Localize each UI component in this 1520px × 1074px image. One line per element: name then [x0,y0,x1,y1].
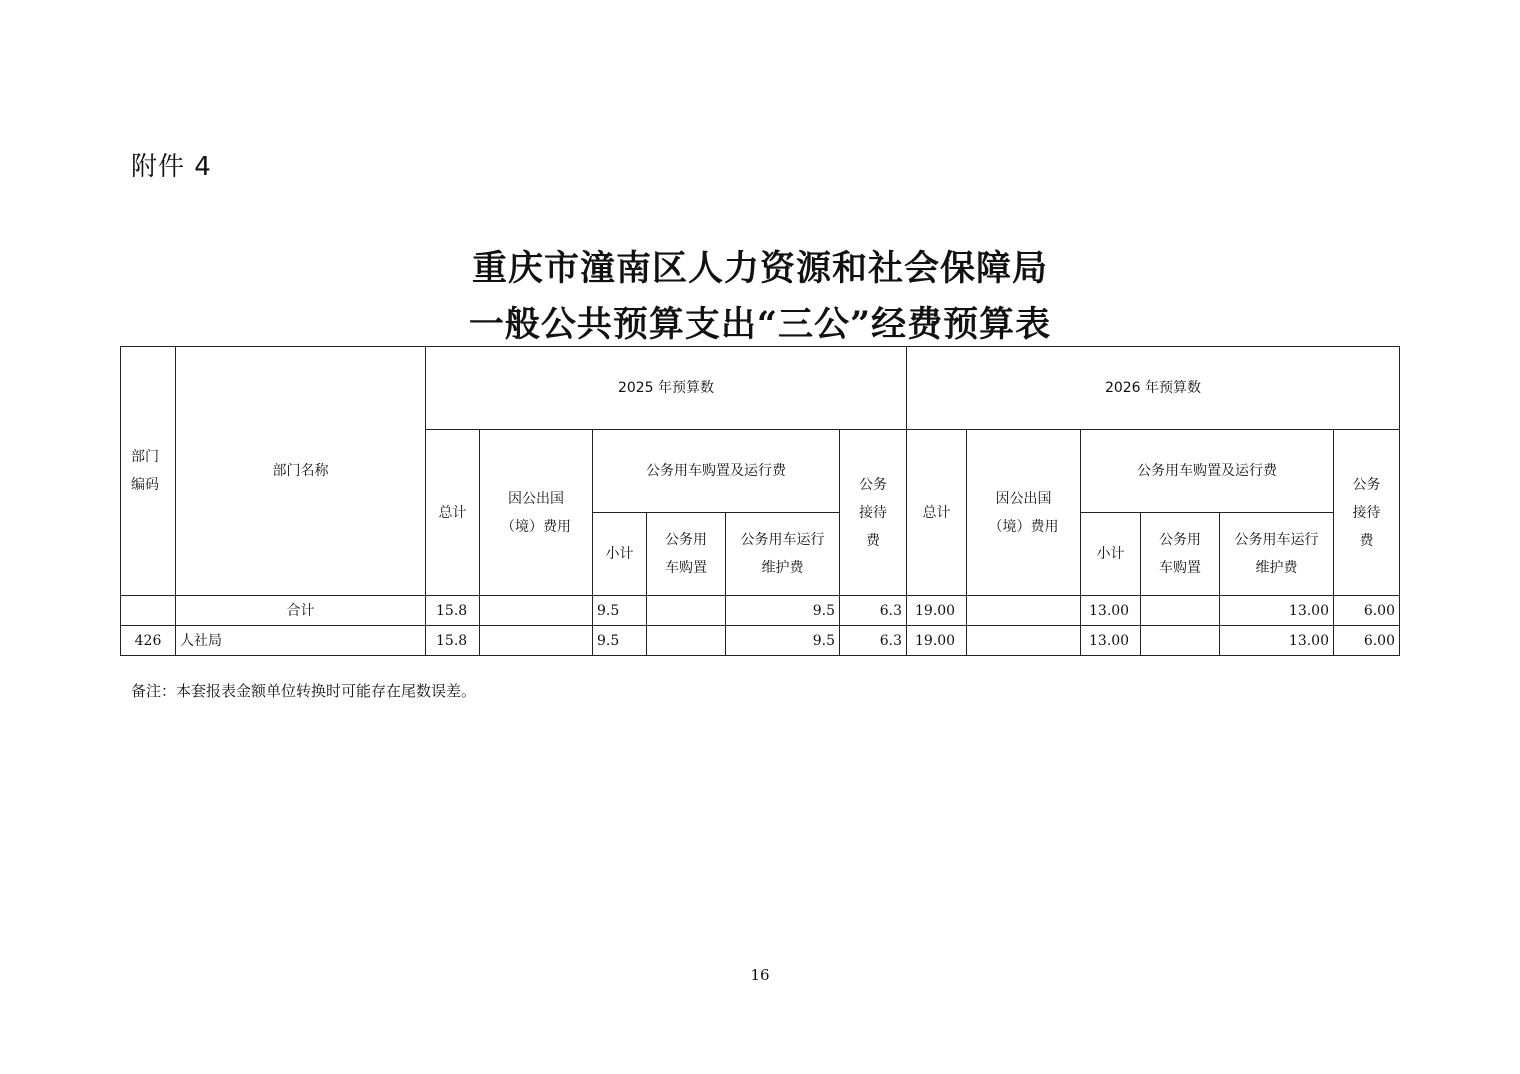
header-total-2025: 总计 [426,430,480,596]
header-dept-name: 部门名称 [176,347,426,596]
cell-2025-overseas [480,626,593,656]
header-vehicle-group-2026: 公务用车购置及运行费 [1081,430,1334,513]
document-title-line1: 重庆市潼南区人力资源和社会保障局 [471,248,1048,289]
cell-2026-subtotal: 13.00 [1081,596,1141,626]
header-vehicle-purchase-2025: 公务用车购置 [647,513,726,596]
cell-2025-maintenance: 9.5 [726,626,840,656]
cell-2025-reception: 6.3 [840,626,907,656]
cell-2026-purchase [1141,626,1220,656]
header-vehicle-group-2025: 公务用车购置及运行费 [593,430,840,513]
document-title-line2: 一般公共预算支出“三公”经费预算表 [468,304,1052,345]
header-subtotal-2025: 小计 [593,513,647,596]
header-total-2026: 总计 [907,430,967,596]
cell-2026-reception: 6.00 [1334,596,1400,626]
header-vehicle-purchase-2026: 公务用车购置 [1141,513,1220,596]
cell-2025-total: 15.8 [426,596,480,626]
cell-2026-overseas [967,596,1081,626]
cell-name: 合计 [176,596,426,626]
cell-2025-reception: 6.3 [840,596,907,626]
cell-code: 426 [121,626,176,656]
cell-2026-reception: 6.00 [1334,626,1400,656]
cell-2025-subtotal: 9.5 [593,626,647,656]
cell-2025-purchase [647,596,726,626]
header-year-2026: 2026 年预算数 [907,347,1400,430]
cell-2026-purchase [1141,596,1220,626]
header-subtotal-2026: 小计 [1081,513,1141,596]
header-reception-2026: 公务接待费 [1334,430,1400,596]
attachment-label: 附件 4 [131,152,212,182]
cell-2025-overseas [480,596,593,626]
header-reception-2025: 公务接待费 [840,430,907,596]
header-vehicle-maintenance-2025: 公务用车运行维护费 [726,513,840,596]
cell-2026-total: 19.00 [907,626,967,656]
header-dept-code: 部门编码 [121,347,176,596]
cell-2026-total: 19.00 [907,596,967,626]
header-overseas-2026: 因公出国（境）费用 [967,430,1081,596]
cell-name: 人社局 [176,626,426,656]
cell-2025-total: 15.8 [426,626,480,656]
header-vehicle-maintenance-2026: 公务用车运行维护费 [1220,513,1334,596]
table-row-total [121,596,1400,626]
cell-2026-maintenance: 13.00 [1220,596,1334,626]
footnote: 备注：本套报表金额单位转换时可能存在尾数误差。 [131,682,477,700]
cell-2025-purchase [647,626,726,656]
page-number: 16 [750,966,770,984]
cell-2026-subtotal: 13.00 [1081,626,1141,656]
cell-2025-subtotal: 9.5 [593,596,647,626]
cell-code [121,596,176,626]
cell-2025-maintenance: 9.5 [726,596,840,626]
cell-2026-maintenance: 13.00 [1220,626,1334,656]
header-year-2025: 2025 年预算数 [426,347,907,430]
budget-table [120,346,1400,656]
cell-2026-overseas [967,626,1081,656]
header-overseas-2025: 因公出国（境）费用 [480,430,593,596]
table-row [121,626,1400,656]
